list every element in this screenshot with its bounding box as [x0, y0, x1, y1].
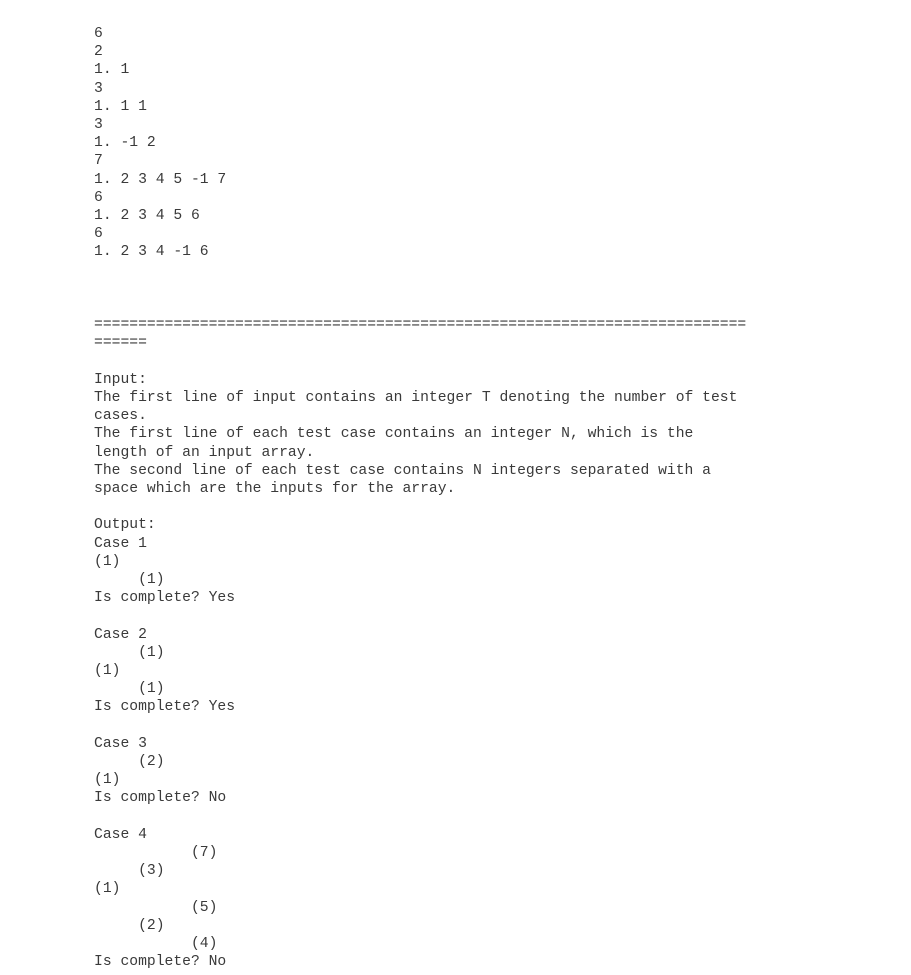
output-case — [94, 826, 874, 972]
sample-input-line: 6 — [94, 189, 103, 206]
output-case — [94, 626, 874, 717]
blank-line — [94, 498, 874, 516]
input-description-line: The first line of input contains an integer T denoting the number of test — [94, 390, 738, 406]
sample-input-line: 3 — [94, 80, 103, 97]
output-heading: Output: — [94, 517, 156, 534]
output-case — [94, 735, 874, 808]
input-heading: Input: — [94, 371, 147, 388]
input-description-line: space which are the inputs for the array. — [94, 481, 456, 498]
output-case-line: (4) — [94, 936, 218, 953]
output-case-line: Is complete? No — [94, 790, 227, 807]
output-case-line: (1) — [94, 663, 121, 680]
output-case-line: (1) — [94, 572, 165, 589]
output-case-line: (2) — [94, 754, 165, 771]
output-case — [94, 535, 874, 608]
sample-input-line: 1. -1 2 — [94, 135, 156, 152]
sample-input-block — [94, 25, 874, 262]
blank-line — [94, 717, 874, 735]
output-case-line: (1) — [94, 772, 121, 789]
output-case-line: Case 1 — [94, 535, 147, 552]
sample-input-line: 1. 2 3 4 5 -1 7 — [94, 171, 227, 188]
blank-line — [94, 280, 874, 298]
output-case-line: (5) — [94, 899, 218, 916]
input-description-line: The second line of each test case contains N integers separated with a — [94, 462, 711, 479]
sample-input-line: 1. 2 3 4 -1 6 — [94, 244, 209, 261]
output-case-line: Case 3 — [94, 735, 147, 752]
blank-line — [94, 298, 874, 316]
sample-input-line: 1. 1 1 — [94, 98, 147, 115]
input-description — [94, 389, 874, 498]
sample-input-line: 3 — [94, 117, 103, 134]
output-case-line: Case 4 — [94, 826, 147, 843]
blank-line — [94, 353, 874, 371]
output-case-line: (7) — [94, 845, 218, 862]
input-description-line: The first line of each test case contains an integer N, which is the — [94, 426, 694, 443]
separator — [94, 316, 874, 352]
output-cases — [94, 535, 874, 972]
sample-input-line: 6 — [94, 26, 103, 42]
separator-line: ====== — [94, 335, 147, 352]
sample-input-line: 7 — [94, 153, 103, 170]
blank-line — [94, 607, 874, 625]
output-case-line: (1) — [94, 681, 165, 698]
sample-input-line: 2 — [94, 44, 103, 61]
blank-line — [94, 808, 874, 826]
sample-input-line: 1. 2 3 4 5 6 — [94, 208, 200, 225]
output-case-line: (2) — [94, 917, 165, 934]
output-case-line: (1) — [94, 553, 121, 570]
sample-input-line: 1. 1 — [94, 62, 130, 79]
output-case-line: Is complete? Yes — [94, 699, 236, 716]
output-case-line: (1) — [94, 881, 121, 898]
sample-input-line: 6 — [94, 226, 103, 243]
blank-line — [94, 262, 874, 280]
separator-line: ========================================================================== — [94, 317, 747, 334]
output-case-line: Is complete? No — [94, 954, 227, 971]
input-description-line: length of an input array. — [94, 444, 315, 461]
input-description-line: cases. — [94, 408, 147, 425]
output-case-line: (1) — [94, 644, 165, 661]
output-case-line: Case 2 — [94, 626, 147, 643]
document-text — [94, 25, 874, 971]
output-case-line: Is complete? Yes — [94, 590, 236, 607]
output-case-line: (3) — [94, 863, 165, 880]
